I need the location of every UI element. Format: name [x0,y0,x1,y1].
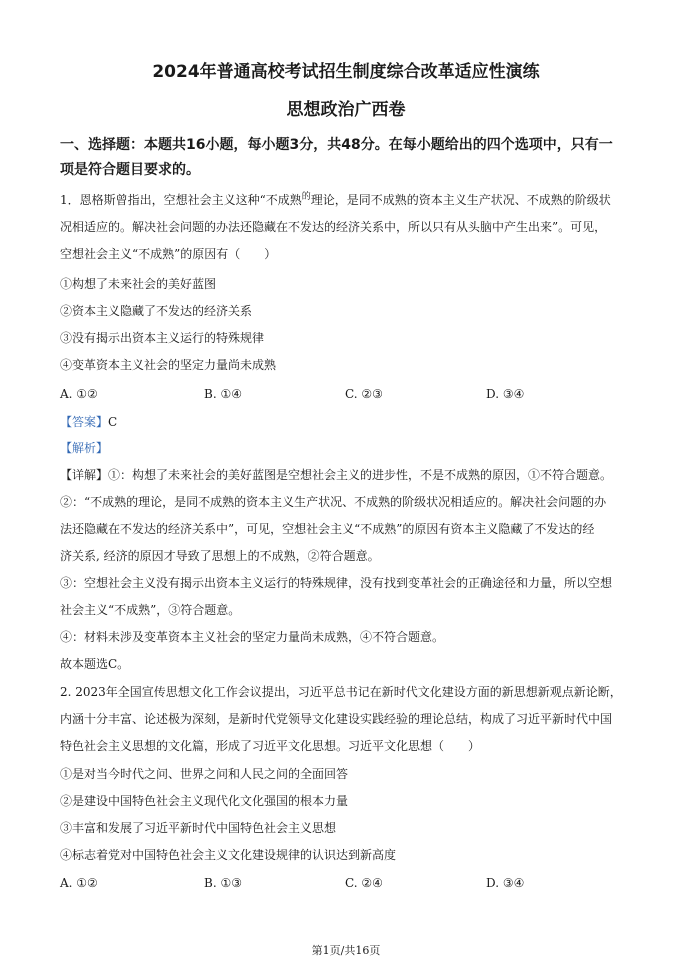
q2-option-d: D. ③④ [486,876,525,890]
answer-value: C [108,415,118,429]
q1-option-a: A. ①② [60,387,98,401]
exam-title: 2024年普通高校考试招生制度综合改革适应性演练 [152,62,540,82]
q1-item-3: ③没有揭示出资本主义运行的特殊规律 [60,331,265,345]
q2-option-c: C. ②④ [345,876,383,890]
q2-option-b: B. ①③ [204,876,242,890]
detail-tag: 【详解】 [60,468,109,482]
q2-stem-line-1: 2. 2023年全国宣传思想文化工作会议提出，习近平总书记在新时代文化建设方面的新思想新观点新论断， [60,685,622,699]
q1-analysis-tag: 【解析】 [60,441,109,455]
q1-detail-line-6: 社会主义“不成熟”，③符合题意。 [60,603,241,617]
q1-conclusion: 故本题选C。 [60,657,130,671]
q1-detail-line-4: 济关系, 经济的原因才导致了思想上的不成熟，②符合题意。 [60,549,380,563]
q2-option-a: A. ①② [60,876,98,890]
section-heading-line-2: 项是符合题目要求的。 [60,162,200,178]
q1-stem-line-2: 况相适应的。解决社会问题的办法还隐藏在不发达的经济关系中，所以只有从头脑中产生出来”。可见， [60,220,607,234]
q1-detail-line-5: ③：空想社会主义没有揭示出资本主义运行的特殊规律，没有找到变革社会的正确途径和力量，所以空想 [60,576,613,590]
q1-detail-line-1 [60,467,650,483]
q1-item-4: ④变革资本主义社会的坚定力量尚未成熟 [60,358,277,372]
answer-tag: 【答案】 [60,415,109,429]
q1-option-b: B. ①④ [204,387,242,401]
q1-stem-text: 1．恩格斯曾指出，空想社会主义这种“不成熟 [60,193,302,207]
q1-stem-line-3: 空想社会主义“不成熟”的原因有（ ） [60,247,277,261]
q1-detail-line-2: ②：“不成熟的理论，是同不成熟的资本主义生产状况、不成熟的阶级状况相适应的。解决社会问题的办 [60,495,607,509]
q1-detail-line-3: 法还隐藏在不发达的经济关系中”，可见，空想社会主义“不成熟”的原因有资本主义隐藏了不发达的经 [60,522,595,536]
q2-item-2: ②是建设中国特色社会主义现代化文化强国的根本力量 [60,794,349,808]
q1-answer [60,414,650,430]
q2-item-3: ③丰富和发展了习近平新时代中国特色社会主义思想 [60,821,337,835]
section-heading-line-1: 一、选择题：本题共16小题，每小题3分，共48分。在每小题给出的四个选项中，只有一 [60,137,613,153]
q1-item-1: ①构想了未来社会的美好蓝图 [60,277,217,291]
q2-item-1: ①是对当今时代之问、世界之问和人民之问的全面回答 [60,767,349,781]
q1-detail-line-7: ④：材料未涉及变革资本主义社会的坚定力量尚未成熟，④不符合题意。 [60,630,445,644]
q1-item-2: ②资本主义隐藏了不发达的经济关系 [60,304,253,318]
q1-option-c: C. ②③ [345,387,383,401]
detail-text: ①：构想了未来社会的美好蓝图是空想社会主义的进步性，不是不成熟的原因，①不符合题意。 [108,468,613,482]
q2-stem-line-2: 内涵十分丰富、论述极为深刻，是新时代党领导文化建设实践经验的理论总结，构成了习近平新时代中国 [60,712,613,726]
q1-stem-line-1 [60,192,650,208]
exam-subtitle: 思想政治广西卷 [286,100,406,120]
q1-stem-superscript: 的 [301,192,311,202]
q1-option-d: D. ③④ [486,387,525,401]
q1-stem-text: 理论，是同不成熟的资本主义生产状况、不成熟的阶级状 [310,193,611,207]
q2-stem-line-3: 特色社会主义思想的文化篇，形成了习近平文化思想。习近平文化思想（ ） [60,739,481,753]
page-number: 第1页/共16页 [311,944,381,957]
q2-item-4: ④标志着党对中国特色社会主义文化建设规律的认识达到新高度 [60,848,397,862]
